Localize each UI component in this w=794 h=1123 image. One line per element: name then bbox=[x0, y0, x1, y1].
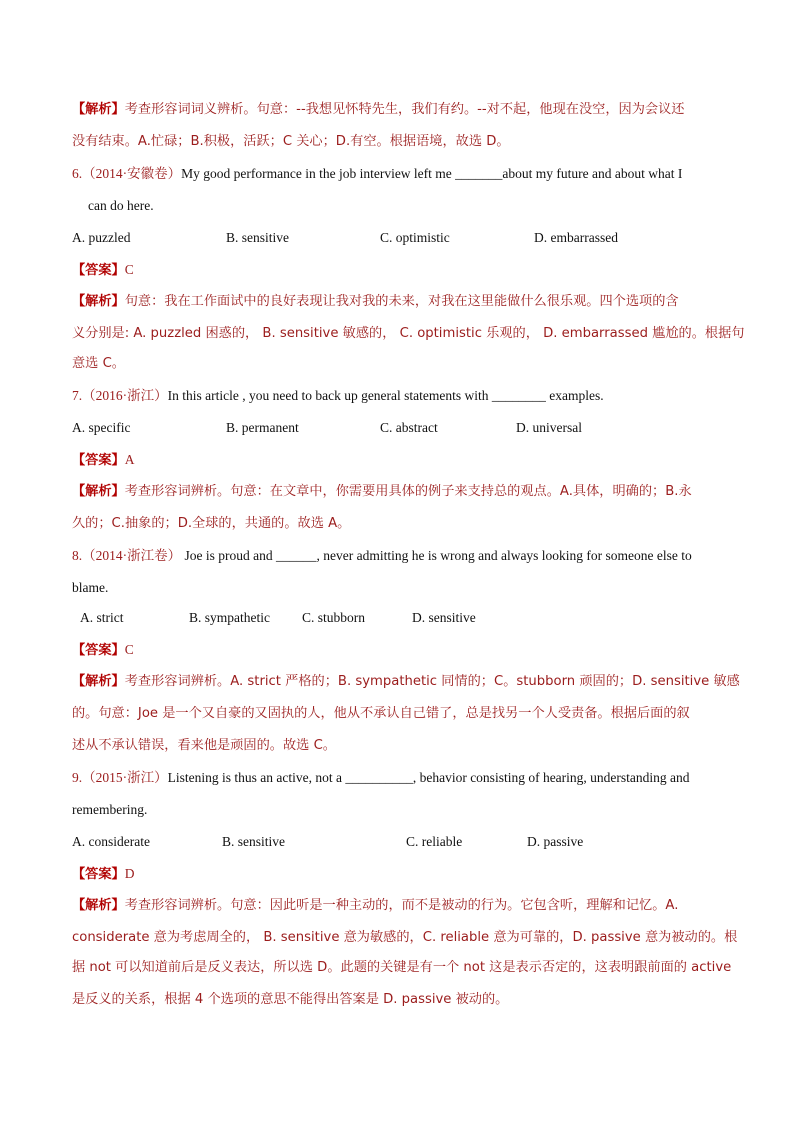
option-o6c: C. optimistic bbox=[380, 230, 450, 245]
option-o9c: C. reliable bbox=[406, 834, 463, 849]
option-o8d: D. sensitive bbox=[412, 610, 476, 625]
explanation-9-line-3: 据 not 可以知道前后是反义表达，所以选 D。此题的关键是有一个 not 这是表示否定的，这表明跟前面的 active bbox=[72, 960, 732, 975]
explanation-8-line-1: 【解析】考查形容词辨析。A. strict 严格的；B. sympathetic 同情的；C。stubborn 顽固的；D. sensitive 敏感 bbox=[72, 674, 740, 689]
answer-9: 【答案】D bbox=[72, 866, 135, 882]
question-8-line-1: 8.（2014·浙江卷） Joe is proud and ______, never admitting he is wrong and always looking for someone else to bbox=[72, 548, 692, 563]
question-6-line-2: can do here. bbox=[88, 198, 154, 213]
question-7: 7.（2016·浙江）In this article , you need to back up general statements with ________ examples. bbox=[72, 388, 604, 403]
explanation-9-line-2: considerate 意为考虑周全的， B. sensitive 意为敏感的，C. reliable 意为可靠的，D. passive 意为被动的。根 bbox=[72, 930, 738, 945]
explanation-8-line-2: 的。句意：Joe 是一个又自豪的又固执的人，他从不承认自己错了，总是找另一个人受责备。根据后面的叙 bbox=[72, 706, 690, 721]
answer-6: 【答案】C bbox=[72, 262, 134, 278]
option-o7d: D. universal bbox=[516, 420, 582, 435]
option-o7a: A. specific bbox=[72, 420, 131, 435]
question-8-line-2: blame. bbox=[72, 580, 109, 595]
option-o8c: C. stubborn bbox=[302, 610, 366, 625]
option-o7b: B. permanent bbox=[226, 420, 299, 435]
option-o6d: D. embarrassed bbox=[534, 230, 618, 245]
explanation-6-line-2: 义分别是: A. puzzled 困惑的， B. sensitive 敏感的， C. optimistic 乐观的， D. embarrassed 尴尬的。根据句 bbox=[72, 326, 745, 341]
explanation-6-line-3: 意选 C。 bbox=[72, 356, 125, 371]
question-6-line-1: 6.（2014·安徽卷）My good performance in the job interview left me _______about my future and about what I bbox=[72, 166, 683, 181]
option-o6b: B. sensitive bbox=[226, 230, 289, 245]
option-o9a: A. considerate bbox=[72, 834, 150, 849]
option-o8b: B. sympathetic bbox=[189, 610, 270, 625]
option-o8a: A. strict bbox=[80, 610, 124, 625]
explanation-6-line-1: 【解析】句意：我在工作面试中的良好表现让我对我的未来，对我在这里能做什么很乐观。四个选项的含 bbox=[72, 294, 679, 309]
option-o7c: C. abstract bbox=[380, 420, 438, 435]
explanation-7-line-2: 久的；C.抽象的；D.全球的，共通的。故选 A。 bbox=[72, 516, 351, 531]
explanation-9-line-1: 【解析】考查形容词辨析。句意：因此听是一种主动的，而不是被动的行为。它包含听，理解和记忆。A. bbox=[72, 898, 679, 913]
option-o6a: A. puzzled bbox=[72, 230, 131, 245]
explanation-5-line-2: 没有结束。A.忙碌；B.积极，活跃；C 关心；D.有空。根据语境，故选 D。 bbox=[72, 134, 510, 149]
explanation-5-line-1: 【解析】考查形容词词义辨析。句意：--我想见怀特先生，我们有约。--对不起，他现在没空，因为会议还 bbox=[72, 102, 685, 117]
explanation-7-line-1: 【解析】考查形容词辨析。句意：在文章中，你需要用具体的例子来支持总的观点。A.具体，明确的；B.永 bbox=[72, 484, 692, 499]
option-o9b: B. sensitive bbox=[222, 834, 285, 849]
question-9-line-1: 9.（2015·浙江）Listening is thus an active, not a __________, behavior consisting of hearing, understanding and bbox=[72, 770, 690, 785]
explanation-9-line-4: 是反义的关系，根据 4 个选项的意思不能得出答案是 D. passive 被动的。 bbox=[72, 992, 509, 1007]
answer-7: 【答案】A bbox=[72, 452, 135, 468]
answer-8: 【答案】C bbox=[72, 642, 134, 658]
option-o9d: D. passive bbox=[527, 834, 584, 849]
explanation-8-line-3: 述从不承认错误，看来他是顽固的。故选 C。 bbox=[72, 738, 336, 753]
question-9-line-2: remembering. bbox=[72, 802, 148, 817]
